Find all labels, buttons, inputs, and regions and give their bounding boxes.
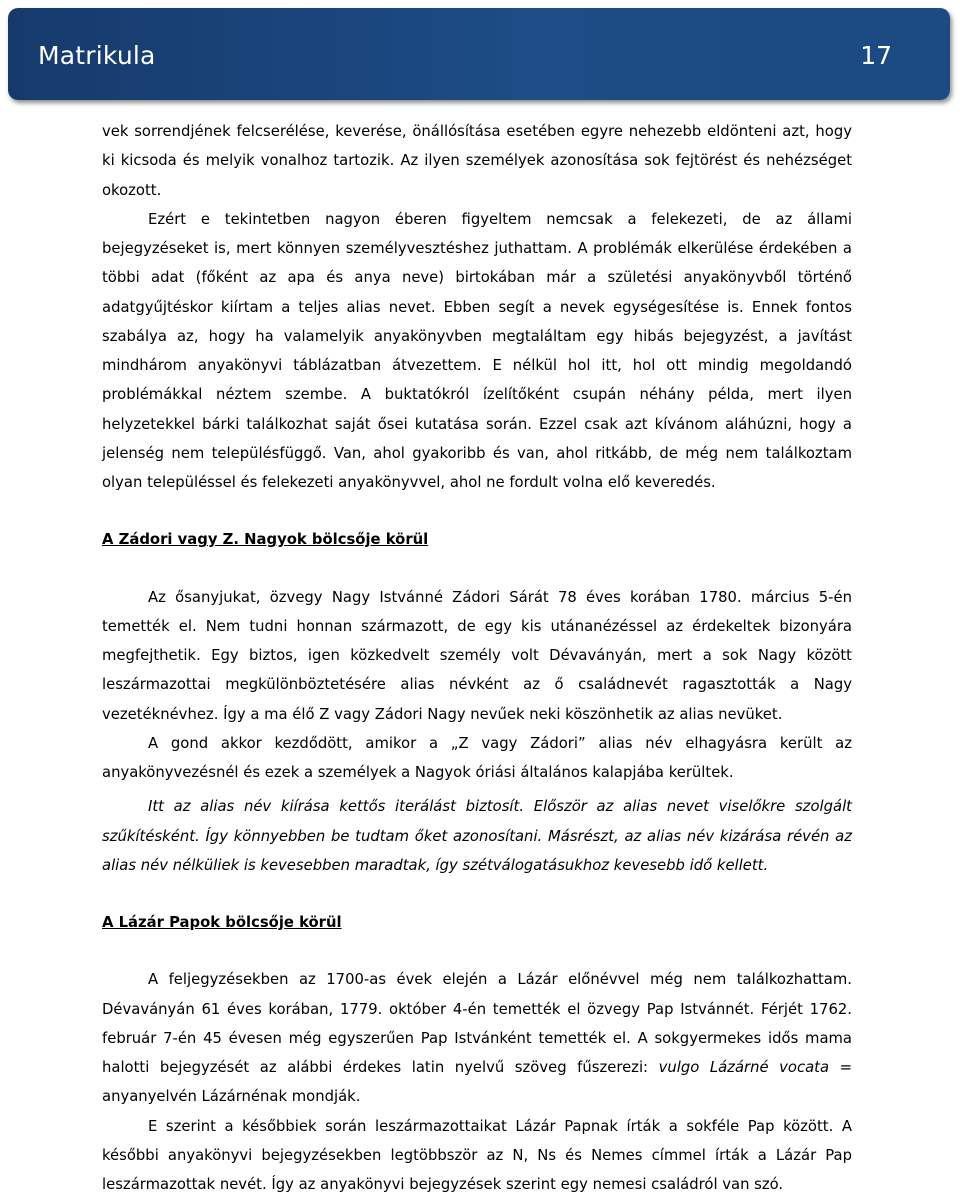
latin-quote: vulgo Lázárné vocata xyxy=(659,1059,829,1076)
page-header xyxy=(8,8,950,100)
paragraph: Ezért e tekintetben nagyon éberen figyeltem nemcsak a felekezeti, de az állami bejegyzéseket is, mert könnyen személyvesztéshez juthattam. A problémák elkerülése érdekében a többi adat (főként az apa és anya neve) birtokában már a születési anyakönyvből történő adatgyűjtéskor kiírtam a teljes alias nevet. Ebben segít a nevek egységesítése is. Ennek fontos szabálya az, hogy ha valamelyik anyakönyvben megtaláltam egy hibás bejegyzést, a javítást mindhárom anyakönyvi táblázatban átvezettem. E nélkül hol itt, hol ott mindig megoldandó problémákkal néztem szembe. A buktatókról ízelítőként csupán néhány példa, mert ilyen helyzetekkel bárki találkozhat saját ősei kutatása során. Ezzel csak azt kívánom aláhúzni, hogy a jelenség nem településfüggő. Van, ahol gyakoribb és van, ahol ritkább, de még nem találkoztam olyan településsel és felekezeti anyakönyvvel, ahol ne fordult volna elő keveredés. xyxy=(102,205,852,498)
section-heading-lazar: A Lázár Papok bölcsője körül xyxy=(102,908,852,937)
italic-note: Itt az alias név kiírása kettős iterálást biztosít. Először az alias nevet viselőkre szolgált szűkítésként. Így könnyebben be tudtam őket azonosítani. Másrészt, az alias név kizárása révén az alias név nélküliek is kevesebben maradtak, így szétválogatásukhoz kevesebb idő kellett. xyxy=(102,792,852,880)
header-title: Matrikula xyxy=(38,41,156,70)
paragraph-text: = anyanyelvén Lázárnénak mondják. xyxy=(102,1059,852,1105)
paragraph xyxy=(102,965,852,1111)
section-heading-zadori: A Zádori vagy Z. Nagyok bölcsője körül xyxy=(102,525,852,554)
paragraph-continuation: vek sorrendjének felcserélése, keverése, önállósítása esetében egyre nehezebb eldönteni azt, hogy ki kicsoda és melyik vonalhoz tartozik. Az ilyen személyek azonosítása sok fejtörést és nehézséget okozott. xyxy=(102,117,852,205)
paragraph: E szerint a későbbiek során leszármazottaikat Lázár Papnak írták a sokféle Pap között. A későbbi anyakönyvi bejegyzésekben legtöbbször az N, Ns és Nemes címmel írták a Lázár Pap leszármazottak nevét. Így az anyakönyvi bejegyzések szerint egy nemesi családról van szó. xyxy=(102,1112,852,1199)
document-body xyxy=(102,117,852,1199)
paragraph: Az ősanyjukat, özvegy Nagy Istvánné Zádori Sárát 78 éves korában 1780. március 5-én temették el. Nem tudni honnan származott, de egy kis utánanézéssel az érdekeltek bizonyára megfejthetik. Egy biztos, igen közkedvelt személy volt Dévaványán, mert a sok Nagy között leszármazottai megkülönböztetésére alias névként az ő családnevét ragasztották a Nagy vezetéknévhez. Így a ma élő Z vagy Zádori Nagy nevűek neki köszönhetik az alias nevüket. xyxy=(102,583,852,729)
page-number: 17 xyxy=(860,41,892,70)
paragraph-text: A feljegyzésekben az 1700-as évek elején a Lázár előnévvel még nem találkozhattam. Dévaványán 61 éves korában, 1779. október 4-én temették el özvegy Pap Istvánnét. Férjét 1762. február 7-én 45 évesen még egyszerűen Pap Istvánként temették el. A sokgyermekes idős mama halotti bejegyzését az alábbi érdekes latin nyelvű szöveg fűszerezi: xyxy=(102,971,852,1076)
paragraph: A gond akkor kezdődött, amikor a „Z vagy Zádori” alias név elhagyásra került az anyakönyvezésnél és ezek a személyek a Nagyok óriási általános kalapjába kerültek. xyxy=(102,729,852,788)
